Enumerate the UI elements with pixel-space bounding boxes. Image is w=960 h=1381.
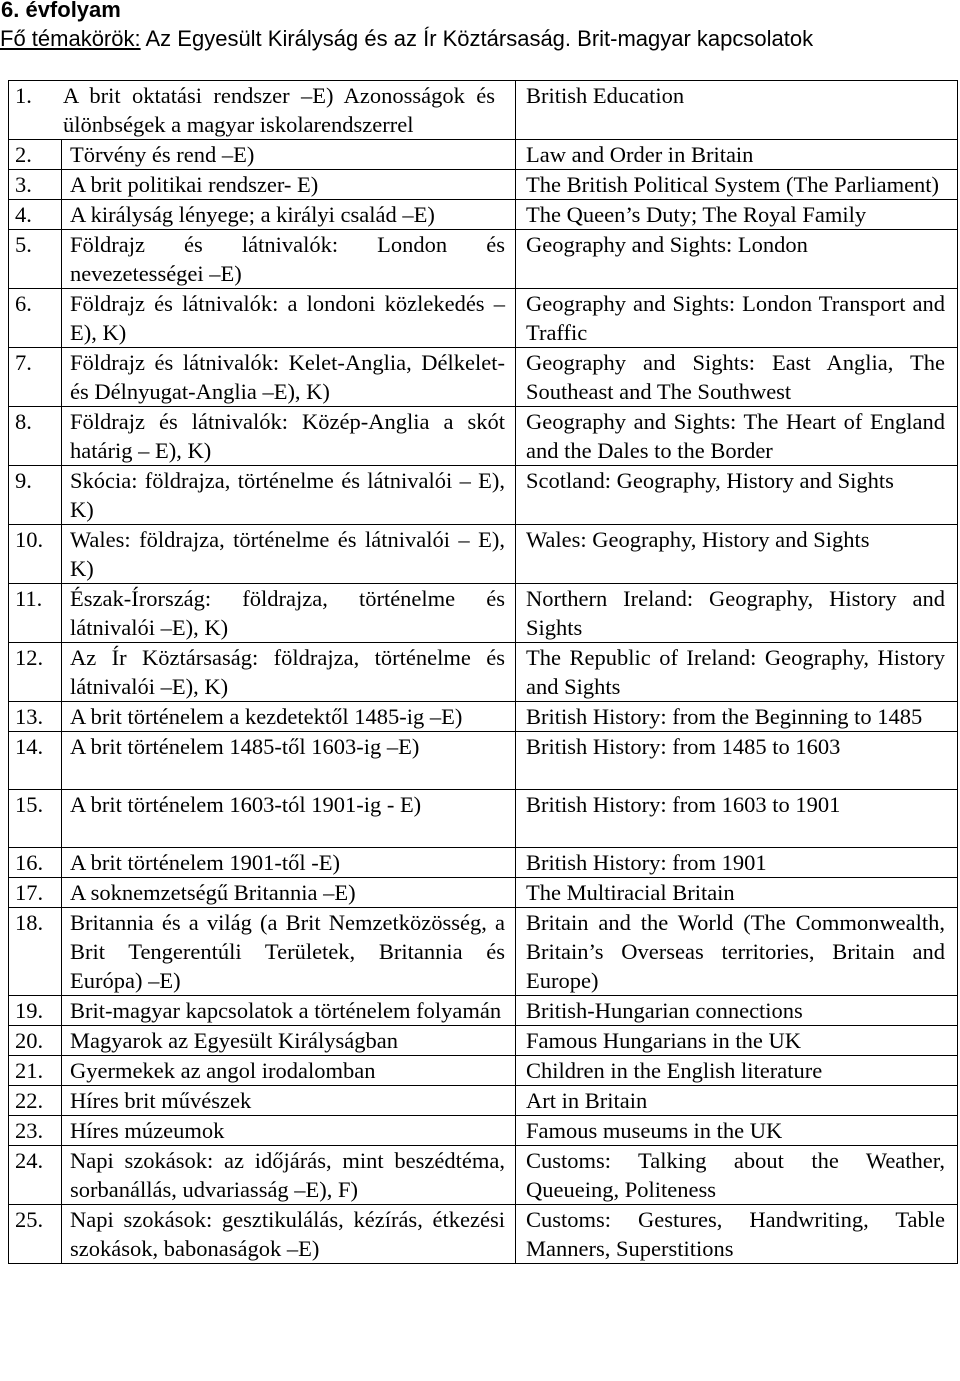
table-row [9,140,958,170]
topic-number-cell [9,525,62,584]
topic-number: 12. [15,645,44,670]
topic-number: 5. [15,232,32,257]
topic-number-cell [9,732,62,790]
table-row [9,790,958,848]
topic-english-cell [516,1056,958,1086]
topic-number-cell [9,908,62,996]
table-row [9,1026,958,1056]
topic-hungarian-cell [62,1086,516,1116]
topic-english: Children in the English literature [526,1058,823,1083]
topic-hungarian: Brit-magyar kapcsolatok a történelem folyamán [70,998,502,1023]
topic-number-cell [9,702,62,732]
topic-number-cell [9,1116,62,1146]
topic-english: The British Political System (The Parliament) [526,172,940,197]
topic-english-cell [516,1205,958,1264]
table-row [9,643,958,702]
topic-english: Scotland: Geography, History and Sights [526,468,894,493]
topic-number-cell [9,170,62,200]
topic-hungarian: Földrajz és látnivalók: Közép-Anglia a skót határig – E), K) [70,409,505,463]
topic-number: 3. [15,172,32,197]
topic-number-cell [9,1086,62,1116]
topic-number: 23. [15,1118,44,1143]
topic-english-cell [516,230,958,289]
topic-english: Geography and Sights: East Anglia, The Southeast and The Southwest [526,350,945,404]
topic-number-cell [9,848,62,878]
topic-number-cell [9,289,62,348]
topic-hungarian: Földrajz és látnivalók: London és nevezetességei –E) [70,232,505,286]
topic-hungarian: Híres brit művészek [70,1088,252,1113]
table-row [9,848,958,878]
topic-number-cell [9,1205,62,1264]
table-row [9,996,958,1026]
table-row [9,289,958,348]
topic-number: 6. [15,291,32,316]
topic-hungarian-cell [62,702,516,732]
table-row [9,878,958,908]
topic-hungarian-cell [62,200,516,230]
topic-hungarian-cell [62,1026,516,1056]
topic-hungarian-cell [62,1205,516,1264]
topic-number: 18. [15,910,44,935]
topic-english-cell [516,643,958,702]
topic-hungarian: A brit politikai rendszer- E) [70,172,319,197]
topic-hungarian: A brit történelem 1485-től 1603-ig –E) [70,734,420,759]
topic-english: The Queen’s Duty; The Royal Family [526,202,867,227]
table-row [9,908,958,996]
topic-hungarian: Híres múzeumok [70,1118,225,1143]
topic-english-cell [516,289,958,348]
topic-hungarian-cell [62,289,516,348]
topic-english: Northern Ireland: Geography, History and Sights [526,586,945,640]
topic-number: 1. [15,83,32,108]
topic-number: 16. [15,850,44,875]
topic-english-cell [516,466,958,525]
topic-hungarian-cell [62,348,516,407]
topic-english: Wales: Geography, History and Sights [526,527,870,552]
topics-table [8,80,958,1264]
topic-number-cell [9,407,62,466]
topic-hungarian-cell [9,81,516,140]
topic-english-cell [516,81,958,140]
topic-number: 24. [15,1148,44,1173]
topic-number-cell [9,1056,62,1086]
topic-english-cell [516,1146,958,1205]
topic-english: British History: from 1485 to 1603 [526,734,841,759]
topic-number: 7. [15,350,32,375]
topic-hungarian-cell [62,525,516,584]
topic-hungarian-cell [62,170,516,200]
topic-number: 8. [15,409,32,434]
table-row [9,732,958,790]
grade-heading: 6. évfolyam [1,0,121,22]
topic-english-cell [516,732,958,790]
topic-hungarian: Észak-Írország: földrajza, történelme és látnivalói –E), K) [70,586,505,640]
topic-number: 17. [15,880,44,905]
table-row [9,466,958,525]
topic-english-cell [516,170,958,200]
topic-hungarian-cell [62,230,516,289]
topic-hungarian: A királyság lényege; a királyi család –E) [70,202,435,227]
table-row [9,525,958,584]
topic-hungarian-cell [62,732,516,790]
topic-hungarian-cell [62,643,516,702]
topic-hungarian-cell [62,407,516,466]
topic-english-cell [516,1086,958,1116]
table-row [9,702,958,732]
topic-number: 25. [15,1207,44,1232]
topic-hungarian: A brit történelem a kezdetektől 1485-ig –E) [70,704,463,729]
topic-number: 13. [15,704,44,729]
topic-english: Law and Order in Britain [526,142,754,167]
topic-english-cell [516,407,958,466]
topic-hungarian: A brit történelem 1603-tól 1901-ig - E) [70,792,422,817]
topic-number: 22. [15,1088,44,1113]
topic-english-cell [516,702,958,732]
topic-number-cell [9,200,62,230]
topic-english-cell [516,848,958,878]
topic-hungarian: Az Ír Köztársaság: földrajza, történelme és látnivalói –E), K) [70,645,505,699]
topic-hungarian-cell [62,1056,516,1086]
topic-number: 11. [15,586,43,611]
topic-english-cell [516,348,958,407]
topic-hungarian: A soknemzetségű Britannia –E) [70,880,356,905]
table-row [9,170,958,200]
topic-hungarian: Napi szokások: az időjárás, mint beszédtéma, sorbanállás, udvariasság –E), F) [70,1148,505,1202]
topic-english-cell [516,996,958,1026]
topic-hungarian: Magyarok az Egyesült Királyságban [70,1028,399,1053]
topic-english: Geography and Sights: London Transport and Traffic [526,291,945,345]
topic-english: British History: from the Beginning to 1485 [526,704,923,729]
topic-english: Geography and Sights: The Heart of England and the Dales to the Border [526,409,945,463]
table-row [9,407,958,466]
topic-number: 20. [15,1028,44,1053]
table-row [9,584,958,643]
topic-number: 21. [15,1058,44,1083]
topic-number-cell [9,348,62,407]
topic-hungarian-cell [62,790,516,848]
topic-english: Geography and Sights: London [526,232,808,257]
main-topics-line [0,25,813,53]
table-row [9,1086,958,1116]
topic-hungarian-cell [62,466,516,525]
topic-hungarian-cell [62,848,516,878]
topic-hungarian: Törvény és rend –E) [70,142,255,167]
table-row [9,1116,958,1146]
topic-number: 19. [15,998,44,1023]
topic-number-cell [9,790,62,848]
topic-english-cell [516,1116,958,1146]
table-row [9,81,958,140]
topic-english: British History: from 1901 [526,850,767,875]
topic-hungarian-cell [62,1116,516,1146]
topic-hungarian: A brit történelem 1901-től -E) [70,850,340,875]
topic-english: British-Hungarian connections [526,998,803,1023]
main-topics-text: Az Egyesült Királyság és az Ír Köztársaság. Brit-magyar kapcsolatok [140,26,814,51]
topic-hungarian: Wales: földrajza, történelme és látnivalói – E), K) [70,527,505,581]
topic-english-cell [516,1026,958,1056]
topic-english: British Education [526,83,685,108]
table-row [9,1146,958,1205]
topic-number-cell [9,230,62,289]
topic-english: The Multiracial Britain [526,880,735,905]
topic-number-cell [9,1146,62,1205]
topic-hungarian-cell [62,908,516,996]
topic-english-cell [516,878,958,908]
topic-number: 15. [15,792,44,817]
topic-number-cell [9,140,62,170]
topic-number-cell [9,466,62,525]
topic-number-cell [9,1026,62,1056]
topic-english: Famous museums in the UK [526,1118,783,1143]
topic-hungarian: Britannia és a világ (a Brit Nemzetközösség, a Brit Tengerentúli Területek, Britannia és Európa) –E) [70,910,505,993]
topic-hungarian-cell [62,1146,516,1205]
topic-number: 9. [15,468,32,493]
topic-english: British History: from 1603 to 1901 [526,792,841,817]
topic-english-cell [516,200,958,230]
topic-number-cell [9,878,62,908]
topic-number-cell [9,584,62,643]
topic-hungarian: Földrajz és látnivalók: a londoni közlekedés –E), K) [70,291,505,345]
topic-hungarian: Földrajz és látnivalók: Kelet-Anglia, Délkelet- és Délnyugat-Anglia –E), K) [70,350,505,404]
topic-number: 2. [15,142,32,167]
table-row [9,230,958,289]
topic-english: The Republic of Ireland: Geography, History and Sights [526,645,945,699]
table-row [9,348,958,407]
topic-english-cell [516,908,958,996]
topic-hungarian: Skócia: földrajza, történelme és látnivalói – E), K) [70,468,505,522]
topic-english: Customs: Talking about the Weather, Queueing, Politeness [526,1148,945,1202]
topic-english-cell [516,584,958,643]
topic-english: Art in Britain [526,1088,648,1113]
topic-hungarian-cell [62,878,516,908]
table-row [9,200,958,230]
topic-english-cell [516,525,958,584]
topic-english-cell [516,790,958,848]
table-row [9,1056,958,1086]
topic-number: 4. [15,202,32,227]
main-topics-label: Fő témakörök: [0,26,141,51]
topic-english: Britain and the World (The Commonwealth, Britain’s Overseas territories, Britain and Europe) [526,910,945,993]
topic-number: 10. [15,527,44,552]
topic-english: Famous Hungarians in the UK [526,1028,801,1053]
topic-number-cell [9,643,62,702]
topic-hungarian-cell [62,996,516,1026]
topic-number: 14. [15,734,44,759]
topic-english-cell [516,140,958,170]
topic-hungarian-cell [62,140,516,170]
topic-hungarian: Gyermekek az angol irodalomban [70,1058,376,1083]
topic-english: Customs: Gestures, Handwriting, Table Manners, Superstitions [526,1207,945,1261]
topic-hungarian: A brit oktatási rendszer –E) Azonosságok és ülönbségek a magyar iskolarendszerrel [63,83,495,137]
topic-number-cell [9,996,62,1026]
topic-hungarian: Napi szokások: gesztikulálás, kézírás, étkezési szokások, babonaságok –E) [70,1207,505,1261]
table-row [9,1205,958,1264]
topic-hungarian-cell [62,584,516,643]
